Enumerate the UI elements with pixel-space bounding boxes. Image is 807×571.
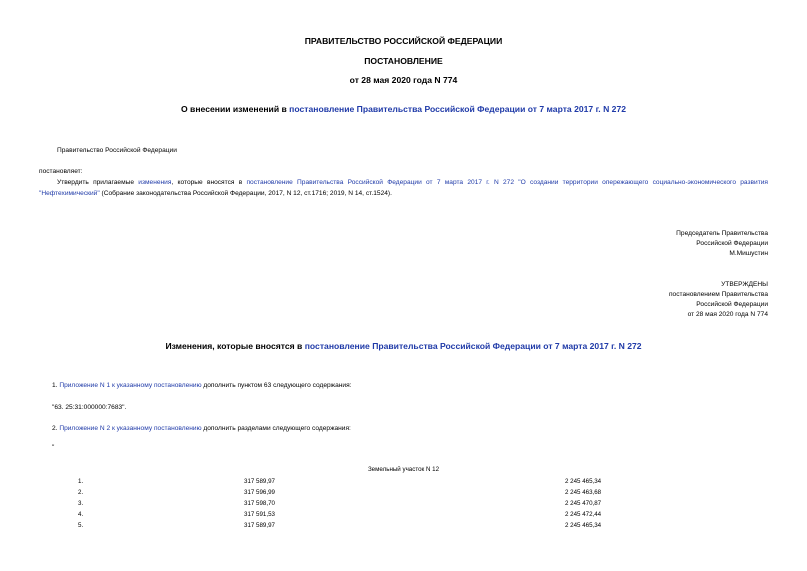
- approve-text-1: Утвердить прилагаемые: [57, 179, 139, 186]
- changes-link[interactable]: изменения: [138, 179, 172, 186]
- approve-text-2: , которые вносятся в: [171, 179, 247, 186]
- signature-line-3: М.Мишустин: [729, 250, 768, 257]
- table-cell-y: 2 245 470,87: [565, 500, 602, 507]
- decree-word: постановляет:: [39, 168, 83, 175]
- approval-line-4: от 28 мая 2020 года N 774: [687, 311, 768, 318]
- item-1: [52, 380, 352, 391]
- government-header: ПРАВИТЕЛЬСТВО РОССИЙСКОЙ ФЕДЕРАЦИИ: [304, 36, 503, 46]
- changes-title: [0, 341, 807, 351]
- approval-line-3: Российской Федерации: [696, 301, 768, 308]
- table-cell-y: 2 245 465,34: [565, 522, 602, 529]
- appendix-1-link[interactable]: Приложение N 1 к указанному постановлению: [59, 382, 202, 389]
- table-cell-y: 2 245 472,44: [565, 511, 602, 518]
- government-label: Правительство Российской Федерации: [57, 147, 177, 154]
- table-cell-x: 317 589,97: [244, 478, 275, 485]
- changes-title-prefix: Изменения, которые вносятся в: [165, 341, 305, 351]
- item-1-text: дополнить пунктом 63 следующего содержания:: [201, 382, 352, 389]
- table-cell-n: 1.: [78, 478, 84, 485]
- decree-link[interactable]: постановление Правительства Российской Федерации от 7 марта 2017 г. N 272: [246, 179, 515, 186]
- table-cell-x: 317 589,97: [244, 522, 275, 529]
- table-cell-n: 3.: [78, 500, 84, 507]
- changes-title-decree-link[interactable]: постановление Правительства Российской Федерации от 7 марта 2017 г. N 272: [304, 341, 642, 351]
- signature-line-1: Председатель Правительства: [676, 230, 768, 237]
- item-2-number: 2.: [52, 425, 60, 432]
- open-quote: ": [52, 444, 55, 451]
- item-1-number: 1.: [52, 382, 60, 389]
- table-cell-n: 2.: [78, 489, 84, 496]
- table-cell-n: 5.: [78, 522, 84, 529]
- signature-block: [676, 229, 768, 259]
- document-type: ПОСТАНОВЛЕНИЕ: [364, 56, 443, 66]
- item-1-quote: "63. 25:31:000000:7683".: [52, 404, 127, 411]
- approval-line-2: постановлением Правительства: [668, 291, 768, 298]
- land-plot-caption: Земельный участок N 12: [367, 466, 440, 473]
- table-cell-y: 2 245 463,68: [565, 489, 602, 496]
- table-cell-x: 317 596,99: [244, 489, 275, 496]
- document-date: от 28 мая 2020 года N 774: [349, 75, 458, 85]
- approve-paragraph: [39, 177, 768, 199]
- signature-line-2: Российской Федерации: [696, 240, 768, 247]
- approval-block: [669, 280, 768, 320]
- appendix-2-link[interactable]: Приложение N 2 к указанному постановлению: [59, 425, 202, 432]
- item-2-text: дополнить разделами следующего содержания:: [201, 425, 351, 432]
- table-cell-y: 2 245 465,34: [565, 478, 602, 485]
- document-title: [0, 104, 807, 114]
- title-decree-link[interactable]: постановление Правительства Российской Федерации от 7 марта 2017 г. N 272: [289, 104, 627, 114]
- title-prefix: О внесении изменений в: [180, 104, 290, 114]
- table-cell-x: 317 598,70: [244, 500, 275, 507]
- approve-text-4: (Собрание законодательства Российской Федерации, 2017, N 12, ст.1716; 2019, N 14, ст.1524).: [99, 190, 392, 197]
- table-cell-x: 317 591,53: [244, 511, 275, 518]
- decree-name-link[interactable]: "О создании территории опережающего социально-экономического развития "Нефтехимический": [39, 179, 768, 197]
- table-cell-n: 4.: [78, 511, 84, 518]
- approval-line-1: УТВЕРЖДЕНЫ: [721, 281, 768, 288]
- item-2: [52, 423, 351, 434]
